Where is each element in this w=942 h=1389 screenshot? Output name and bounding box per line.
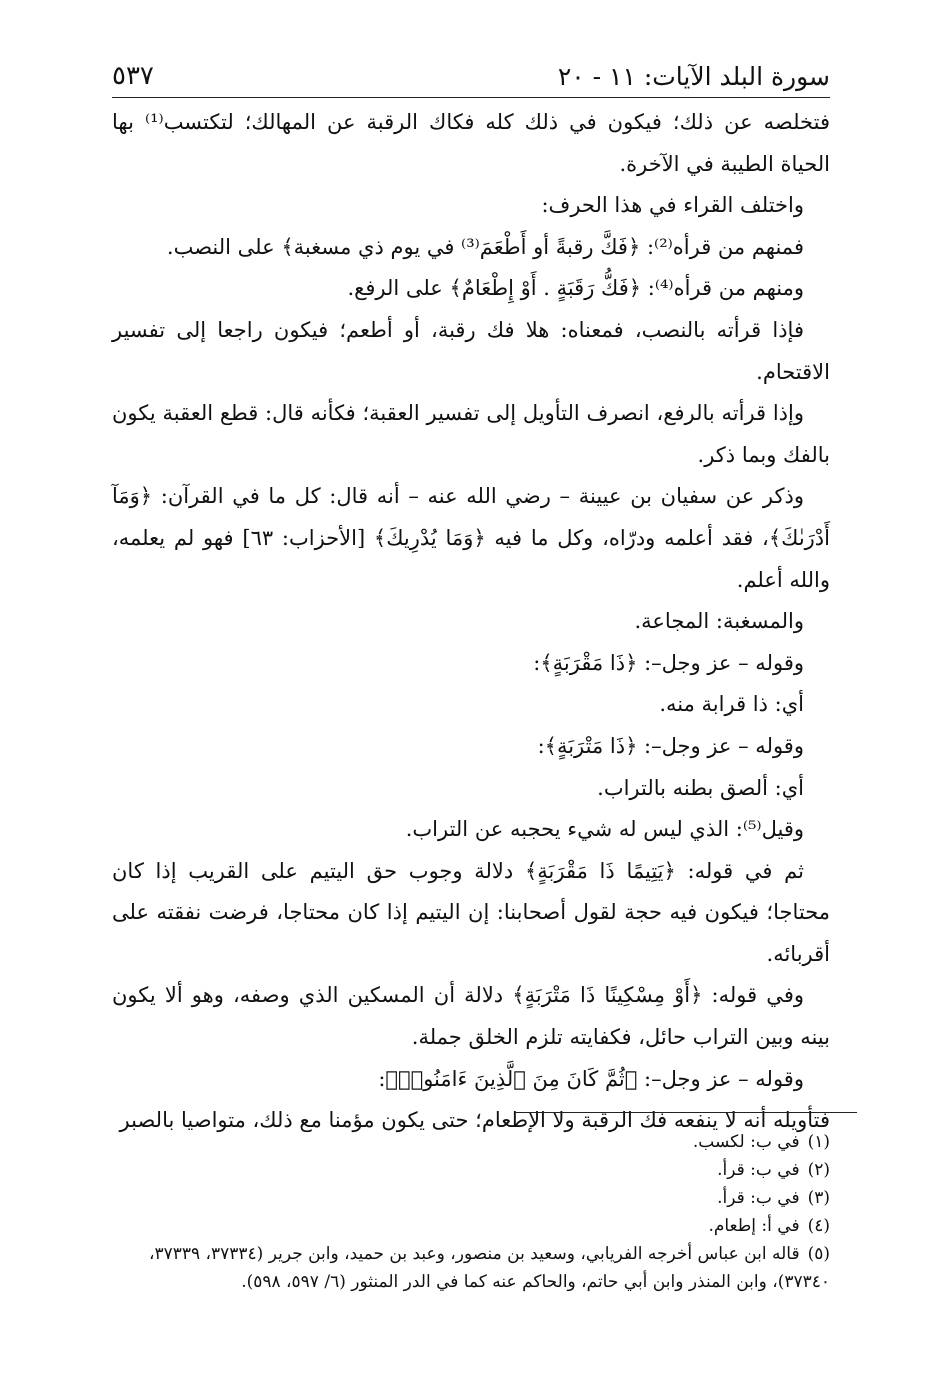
footnote	[112, 1128, 830, 1156]
paragraph: وقوله – عز وجل–: ﴿ذَا مَتْرَبَةٍ﴾:	[537, 733, 804, 758]
paragraph: فتأويله أنه لا ينفعه فك الرقبة ولا الإطعام؛ حتى يكون مؤمنا مع ذلك، متواصيا بالصبر	[119, 1108, 830, 1133]
paragraph: وذكر عن سفيان بن عيينة – رضي الله عنه – أنه قال: كل ما في القرآن: ﴿وَمَآ أَدْرَىٰكَ﴾، فقد أعلمه ودرّاه، وكل ما فيه ﴿وَمَا يُدْرِيكَ﴾ [الأحزاب: ٦٣] فهو لم يعلمه، والله أعلم.	[112, 484, 830, 592]
paragraph: فتخلصه عن ذلك؛ فيكون في ذلك كله فكاك الرقبة عن المهالك؛ لتكتسب⁽¹⁾ بها الحياة الطيبة في الآخرة.	[112, 110, 830, 176]
footnote	[112, 1212, 830, 1240]
body-text	[112, 102, 830, 1142]
page-number: ٥٣٧	[112, 61, 154, 91]
footnote-divider	[515, 1112, 857, 1113]
footnote-text: في أ: إطعام.	[708, 1216, 800, 1236]
footnote-number: (١)	[807, 1132, 830, 1152]
paragraph: ثم في قوله: ﴿يَتِيمًا ذَا مَقْرَبَةٍ﴾ دلالة وجوب حق اليتيم على القريب إذا كان محتاجا؛ فيكون فيه حجة لقول أصحابنا: إن اليتيم إذا كان محتاجا، فرضت نفقته على أقربائه.	[112, 858, 830, 966]
paragraph: فمنهم من قرأه⁽²⁾: ﴿فَكَّ رقبةً أو أَطْعَمَ⁽³⁾ في يوم ذي مسغبة﴾ على النصب.	[166, 234, 804, 259]
footnote-text: في ب: لكسب.	[692, 1132, 800, 1152]
paragraph: وقوله – عز وجل–: ﴿ثُمَّ كَانَ مِنَ ٱلَّذِينَ ءَامَنُوا۟﴾:	[378, 1066, 804, 1091]
paragraph: فإذا قرأته بالنصب، فمعناه: هلا فك رقبة، أو أطعم؛ فيكون راجعا إلى تفسير الاقتحام.	[112, 317, 830, 384]
page-header	[112, 55, 830, 98]
footnote-number: (٢)	[807, 1160, 830, 1180]
running-title: سورة البلد الآيات: ١١ - ٢٠	[557, 61, 830, 91]
footnotes	[112, 1128, 830, 1296]
footnote	[112, 1240, 830, 1296]
paragraph: وإذا قرأته بالرفع، انصرف التأويل إلى تفسير العقبة؛ فكأنه قال: قطع العقبة يكون بالفك وبما ذكر.	[112, 401, 830, 467]
paragraph: والمسغبة: المجاعة.	[634, 609, 804, 634]
paragraph: أي: ألصق بطنه بالتراب.	[597, 775, 804, 800]
footnote-number: (٥)	[807, 1244, 830, 1264]
paragraph: واختلف القراء في هذا الحرف:	[541, 193, 804, 218]
footnote-text: في ب: قرأ.	[717, 1160, 800, 1180]
paragraph: وقوله – عز وجل–: ﴿ذَا مَقْرَبَةٍ﴾:	[533, 650, 804, 675]
paragraph: ومنهم من قرأه⁽⁴⁾: ﴿فَكُّ رَقَبَةٍ . أَوْ إِطْعَامٌ﴾ على الرفع.	[347, 276, 804, 301]
footnote-number: (٣)	[807, 1188, 830, 1208]
footnote	[112, 1184, 830, 1212]
footnote-number: (٤)	[807, 1216, 830, 1236]
footnote	[112, 1156, 830, 1184]
footnote-text: في ب: قرأ.	[717, 1188, 800, 1208]
footnote-text: قاله ابن عباس أخرجه الفريابي، وسعيد بن منصور، وعبد بن حميد، وابن جرير (٣٧٣٣٤، ٣٧٣٣٩، ٣٧٣٤٠)، وابن المنذر وابن أبي حاتم، والحاكم عنه كما في الدر المنثور (٦/ ٥٩٧، ٥٩٨).	[148, 1244, 830, 1292]
paragraph: أي: ذا قرابة منه.	[659, 692, 804, 717]
paragraph: وقيل⁽⁵⁾: الذي ليس له شيء يحجبه عن التراب.	[405, 817, 804, 842]
paragraph: وفي قوله: ﴿أَوْ مِسْكِينًا ذَا مَتْرَبَةٍ﴾ دلالة أن المسكين الذي وصفه، وهو ألا يكون بينه وبين التراب حائل، فكفايته تلزم الخلق جملة.	[112, 983, 830, 1050]
